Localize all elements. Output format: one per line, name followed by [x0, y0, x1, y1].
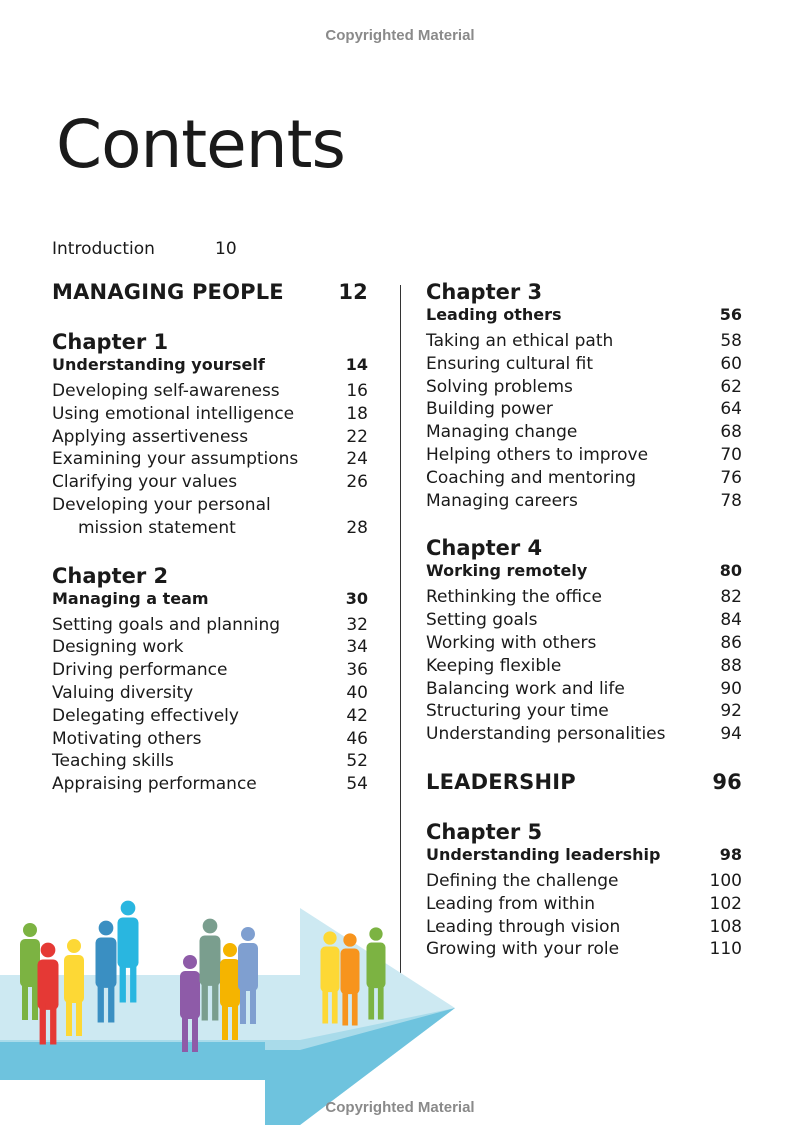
toc-entry-page: 100: [709, 870, 742, 891]
toc-entry[interactable]: [52, 380, 368, 403]
toc-entry-page: 82: [720, 587, 742, 608]
toc-entry-label: Helping others to improve: [426, 444, 649, 465]
toc-entry-page: 76: [720, 467, 742, 488]
toc-entry-label: Rethinking the office: [426, 587, 602, 608]
toc-entry[interactable]: [426, 632, 742, 655]
chapter-3-title[interactable]: [426, 305, 742, 324]
toc-entry-page: 28: [346, 517, 368, 538]
toc-entry[interactable]: [426, 586, 742, 609]
toc-entry-label: Clarifying your values: [52, 472, 238, 493]
toc-entry[interactable]: [52, 636, 368, 659]
toc-entry-label: Managing change: [426, 422, 578, 443]
toc-entry-page: 60: [720, 353, 742, 374]
toc-entry-label: Ensuring cultural fit: [426, 353, 594, 374]
toc-entry-label: Keeping flexible: [426, 655, 562, 676]
toc-entry-page: 58: [720, 331, 742, 351]
toc-entry-label: Managing careers: [426, 490, 578, 511]
toc-entry[interactable]: [52, 517, 368, 540]
toc-right-column: [426, 280, 742, 961]
toc-entry-label: Examining your assumptions: [52, 449, 299, 470]
toc-entry-label: Balancing work and life: [426, 678, 625, 699]
toc-entry-page: 22: [346, 426, 368, 447]
toc-entry-label: Building power: [426, 399, 553, 420]
toc-entry-label: Defining the challenge: [426, 870, 619, 891]
toc-entry[interactable]: [52, 403, 368, 426]
toc-entry-label: Leading from within: [426, 893, 596, 914]
toc-entry[interactable]: [426, 421, 742, 444]
chapter-title-page: 98: [719, 844, 742, 864]
toc-entry-page: 68: [720, 422, 742, 443]
toc-entry-label: Structuring your time: [426, 701, 609, 722]
section-label: MANAGING PEOPLE: [52, 280, 284, 304]
toc-entry[interactable]: [52, 728, 368, 751]
toc-entry-page: 34: [346, 637, 368, 658]
toc-entry[interactable]: [426, 700, 742, 723]
toc-entry-page: 78: [720, 490, 742, 511]
toc-entry-label: Working with others: [426, 632, 597, 653]
toc-entry[interactable]: [426, 398, 742, 421]
toc-entry[interactable]: [426, 444, 742, 467]
toc-entry-page: 54: [346, 774, 368, 795]
toc-entry-page: 84: [720, 610, 742, 631]
toc-entry-page: 10: [215, 239, 237, 259]
toc-entry[interactable]: [52, 682, 368, 705]
toc-entry[interactable]: [426, 467, 742, 490]
toc-entry-label: Understanding personalities: [426, 724, 666, 745]
toc-entry-page: 16: [346, 381, 368, 401]
toc-entry[interactable]: [426, 376, 742, 399]
toc-entry[interactable]: [426, 490, 742, 513]
toc-entry-page: 40: [346, 682, 368, 703]
toc-entry[interactable]: [426, 893, 742, 916]
toc-entry-label: Using emotional intelligence: [52, 403, 295, 424]
section-page: 12: [338, 280, 368, 304]
chapter-title-page: 56: [719, 305, 742, 324]
toc-entry-label: Setting goals and planning: [52, 614, 281, 635]
toc-entry[interactable]: [52, 614, 368, 637]
chapter-2-entries: [52, 614, 368, 796]
toc-entry[interactable]: [52, 448, 368, 471]
toc-entry[interactable]: [426, 678, 742, 701]
toc-entry-page: 94: [720, 724, 742, 745]
toc-entry-label: Coaching and mentoring: [426, 467, 637, 488]
toc-entry[interactable]: [52, 426, 368, 449]
toc-entry-label: Valuing diversity: [52, 682, 194, 703]
chapter-2-heading: Chapter 2: [52, 563, 169, 588]
toc-entry-page: 42: [346, 705, 368, 726]
toc-entry-label: Growing with your role: [426, 939, 620, 960]
toc-entry[interactable]: [52, 659, 368, 682]
chapter-4-heading: Chapter 4: [426, 536, 543, 561]
chapter-2-title[interactable]: [52, 589, 368, 608]
page-title: Contents: [56, 106, 345, 183]
copyright-watermark-bottom: Copyrighted Material: [325, 1099, 475, 1116]
toc-entry[interactable]: [426, 353, 742, 376]
toc-entry[interactable]: [426, 938, 742, 961]
toc-entry-page: 102: [709, 893, 742, 914]
chapter-3-heading: Chapter 3: [426, 280, 543, 304]
chapter-1-title[interactable]: [52, 355, 368, 374]
chapter-5-entries: [426, 870, 742, 961]
toc-entry-label: Applying assertiveness: [52, 426, 249, 447]
toc-entry[interactable]: [426, 330, 742, 353]
toc-entry-label: Developing your personal: [52, 494, 271, 515]
copyright-watermark-top: Copyrighted Material: [325, 27, 475, 44]
chapter-1-heading: Chapter 1: [52, 330, 169, 354]
chapter-3-entries: [426, 330, 742, 512]
toc-entry-page: 46: [346, 728, 368, 749]
toc-left-column: [52, 280, 368, 796]
toc-entry[interactable]: [52, 750, 368, 773]
toc-entry-label: Taking an ethical path: [426, 331, 614, 351]
toc-entry[interactable]: [426, 655, 742, 678]
toc-entry[interactable]: [426, 609, 742, 632]
toc-entry-page: 88: [720, 655, 742, 676]
chapter-4-entries: [426, 586, 742, 746]
toc-entry-label: Setting goals: [426, 610, 538, 631]
toc-entry-page: 86: [720, 632, 742, 653]
toc-entry-page: 26: [346, 472, 368, 493]
toc-entry-page: 70: [720, 444, 742, 465]
toc-entry-label: Teaching skills: [52, 751, 174, 772]
chapter-1-entries: [52, 380, 368, 540]
chapter-title-label: Managing a team: [52, 588, 209, 608]
chapter-title-label: Understanding yourself: [52, 355, 265, 374]
chapter-title-page: 80: [719, 561, 742, 581]
chapter-5-heading: Chapter 5: [426, 819, 543, 844]
toc-section-managing-people[interactable]: [52, 280, 368, 304]
toc-entry-page: 62: [720, 376, 742, 397]
toc-entry[interactable]: [52, 494, 368, 517]
section-label: LEADERSHIP: [426, 769, 576, 794]
toc-entry[interactable]: [426, 916, 742, 939]
toc-entry-page: 18: [346, 403, 368, 424]
toc-entry[interactable]: [52, 773, 368, 796]
toc-entry-label: Appraising performance: [52, 774, 257, 795]
toc-entry[interactable]: [52, 471, 368, 494]
toc-entry-page: 110: [709, 939, 742, 960]
toc-entry-introduction[interactable]: [52, 239, 237, 259]
toc-entry-page: 64: [720, 399, 742, 420]
section-page: 96: [712, 769, 742, 794]
toc-entry-label: Leading through vision: [426, 916, 621, 937]
toc-entry[interactable]: [52, 705, 368, 728]
toc-entry-page: 52: [346, 751, 368, 772]
chapter-title-label: Working remotely: [426, 561, 588, 581]
toc-entry-page: 24: [346, 449, 368, 470]
column-divider: [400, 285, 401, 975]
toc-section-leadership[interactable]: [426, 770, 742, 794]
toc-entry-label: Motivating others: [52, 728, 202, 749]
toc-entry-label: mission statement: [78, 517, 236, 538]
toc-entry-page: 36: [346, 660, 368, 681]
toc-entry-label: Solving problems: [426, 376, 573, 397]
chapter-5-title[interactable]: [426, 845, 742, 864]
toc-entry-page: 90: [720, 678, 742, 699]
toc-entry-page: 92: [720, 701, 742, 722]
toc-entry-label: Designing work: [52, 637, 184, 658]
toc-entry-label: Driving performance: [52, 660, 228, 681]
toc-entry-label: Developing self-awareness: [52, 381, 280, 401]
chapter-title-page: 14: [345, 355, 368, 374]
chapter-4-title[interactable]: [426, 561, 742, 580]
chapter-title-label: Leading others: [426, 305, 562, 324]
chapter-title-page: 30: [345, 588, 368, 608]
chapter-title-label: Understanding leadership: [426, 844, 661, 864]
toc-entry-label: Delegating effectively: [52, 705, 239, 726]
toc-entry[interactable]: [426, 723, 742, 746]
toc-entry[interactable]: [426, 870, 742, 893]
toc-entry-page: 108: [709, 916, 742, 937]
toc-entry-label: Introduction: [52, 239, 155, 259]
toc-entry-page: 32: [346, 614, 368, 635]
